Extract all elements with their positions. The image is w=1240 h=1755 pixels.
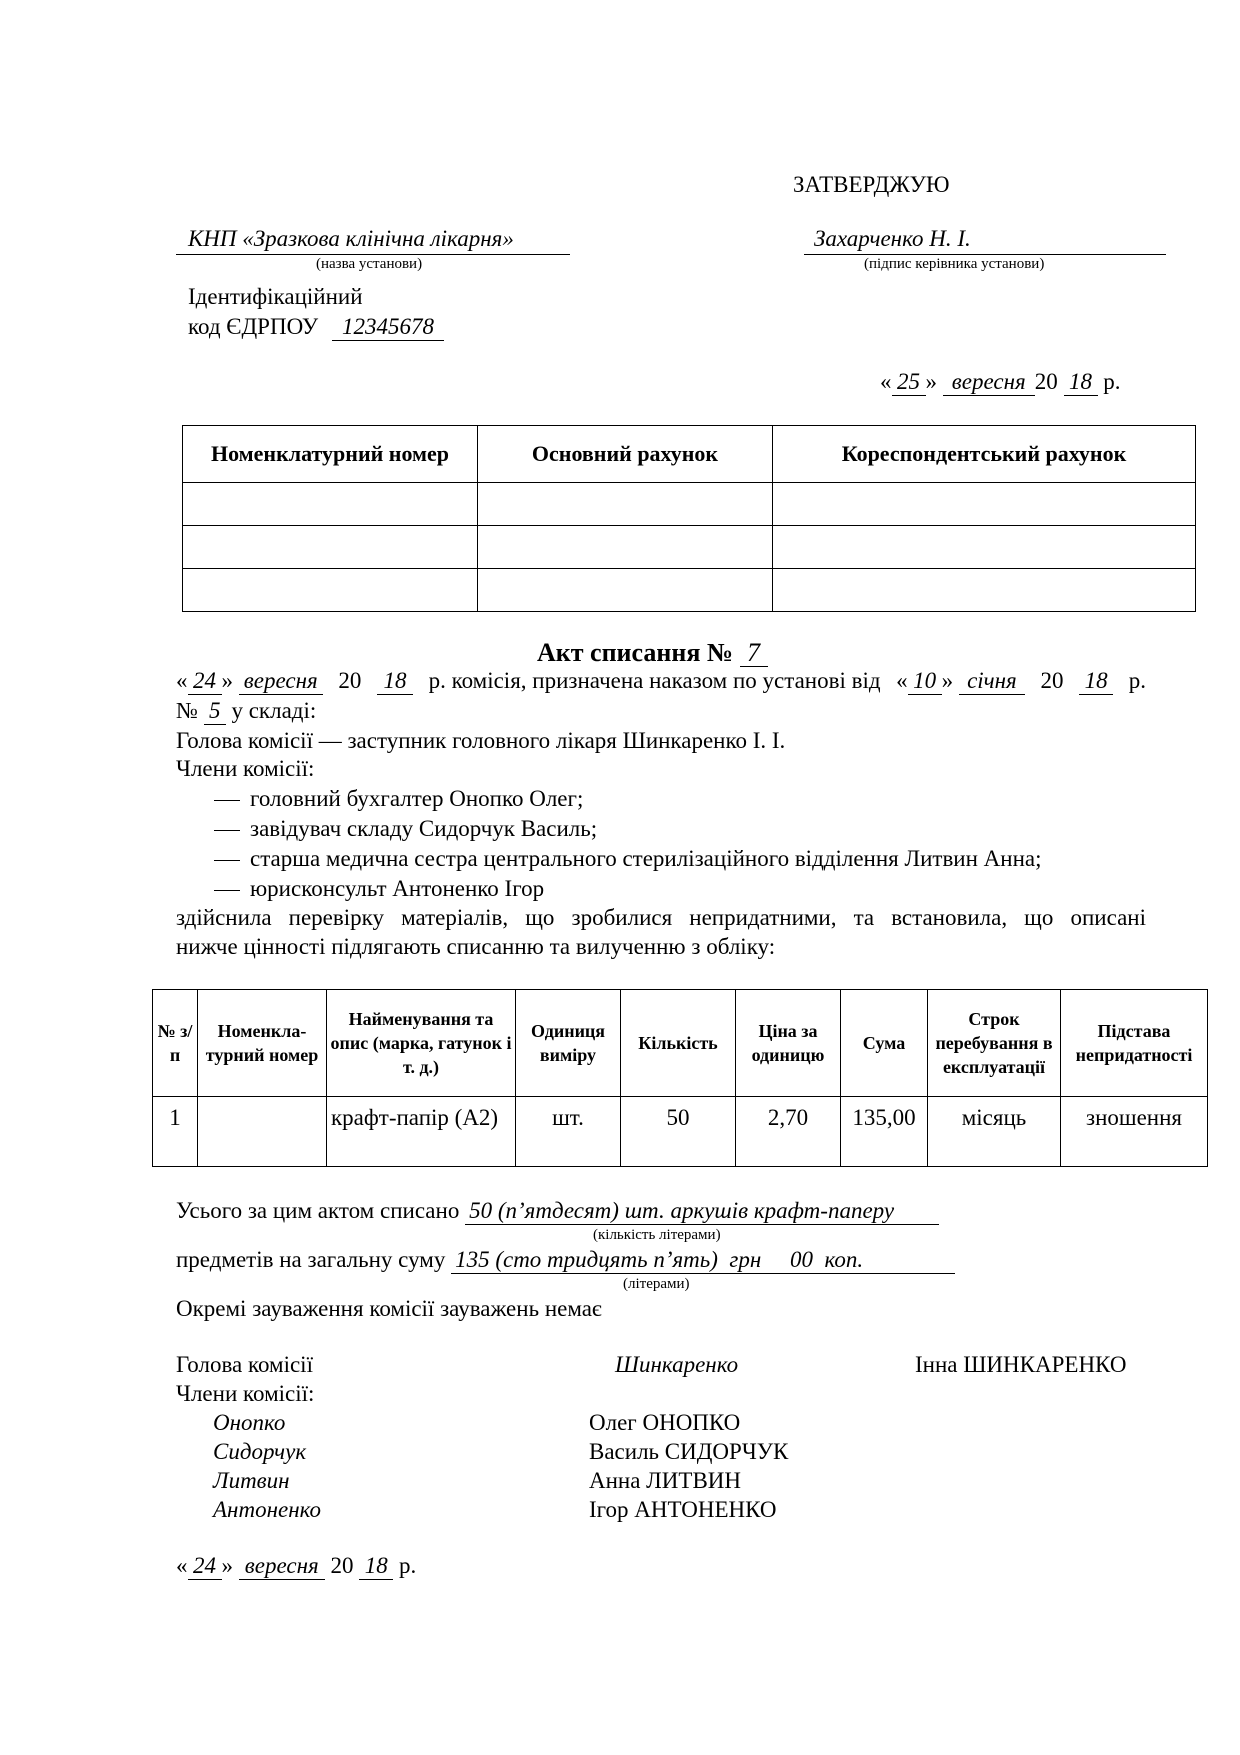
accounts-cell [183,483,478,526]
institution-underline [176,254,570,255]
items-header-name: Найменування та опис (марка, гатунок і т. д.) [327,990,516,1097]
member-text: головний бухгалтер Онопко Олег; [250,786,584,811]
act-year: 18 [377,668,413,695]
sum-label: предметів на загальну суму [176,1247,446,1272]
order-year: 18 [1079,668,1113,695]
edrpou-value: 12345678 [332,314,444,341]
order-no-label: № [176,698,198,723]
items-cell-unit: шт. [516,1097,621,1167]
accounts-row [183,569,1196,612]
accounts-row [183,483,1196,526]
member-name: Олег ОНОПКО [589,1410,741,1435]
accounts-row [183,526,1196,569]
total-line [176,1198,939,1225]
approval-date: « 25 » вересня 20 18 р. [880,369,1121,394]
member-item [214,786,583,812]
accounts-cell [183,569,478,612]
items-cell-nomenclature [198,1097,327,1167]
member-signature: Литвин [213,1468,290,1493]
sign-members-label: Члени комісії: [176,1381,315,1406]
order-day: 10 [908,668,942,695]
order-number-line [176,698,316,725]
items-header-unit: Одиниця виміру [516,990,621,1097]
items-table [152,989,1208,1167]
approval-date-month: вересня [943,369,1035,396]
approval-date-day: 25 [892,369,926,396]
head-caption: (підпис керівника установи) [864,256,1045,272]
head-signature: Захарченко Н. І. [814,226,971,251]
remarks-line [176,1296,602,1322]
sum-line [176,1247,955,1274]
finding-line-1: здійснила перевірку матеріалів, що зробилися непридатними, та встановила, що описані [176,905,1146,930]
edrpou-label-1: Ідентифікаційний [188,284,363,309]
sign-date-year: 18 [359,1553,393,1580]
member-name: Ігор АНТОНЕНКО [589,1497,777,1522]
member-text: завідувач складу Сидорчук Василь; [250,816,598,841]
remarks-value: зауважень немає [440,1296,602,1321]
act-number: 7 [740,640,768,667]
act-month: вересня [239,668,323,695]
items-cell-service-term: місяць [928,1097,1061,1167]
institution-caption: (назва установи) [316,256,423,272]
sign-chair-name: Інна ШИНКАРЕНКО [915,1352,1127,1377]
member-signature: Антоненко [213,1497,321,1522]
member-item [214,816,597,842]
dash-mark [214,830,240,831]
items-cell-no: 1 [153,1097,198,1167]
accounts-cell [773,569,1196,612]
accounts-cell [478,483,773,526]
sign-date-day: 24 [188,1553,222,1580]
items-header-nomenclature: Номенкла-турний номер [198,990,327,1097]
order-year-prefix: 20 [1040,668,1064,693]
items-header-sum: Сума [841,990,928,1097]
finding-line-2: нижче цінності підлягають списанню та вилученню з обліку: [176,934,776,959]
accounts-header-row [183,426,1196,483]
total-label: Усього за цим актом списано [176,1198,460,1223]
accounts-cell [478,569,773,612]
approval-title: ЗАТВЕРДЖУЮ [793,172,950,197]
accounts-cell [773,526,1196,569]
act-day: 24 [188,668,222,695]
dash-mark [214,890,240,891]
order-year-suffix: р. [1128,668,1146,693]
members-label: Члени комісії: [176,756,315,781]
approval-date-suffix: р. [1103,369,1121,394]
remarks-label: Окремі зауваження комісії [176,1296,435,1321]
member-name: Василь СИДОРЧУК [589,1439,789,1464]
member-signature: Онопко [213,1410,286,1435]
act-middle-text: р. комісія, призначена наказом по установі від [428,668,881,693]
items-header-quantity: Кількість [621,990,736,1097]
accounts-cell [183,526,478,569]
chair-line: Голова комісії — заступник головного лікаря Шинкаренко І. І. [176,728,786,753]
items-cell-sum: 135,00 [841,1097,928,1167]
act-title-line [537,638,768,668]
total-caption: (кількість літерами) [593,1227,721,1243]
accounts-header-corr: Кореспондентський рахунок [773,426,1196,483]
accounts-header-main: Основний рахунок [478,426,773,483]
sign-chair-label: Голова комісії [176,1352,313,1377]
dash-mark [214,860,240,861]
items-header-row [153,990,1208,1097]
items-header-service-term: Строк перебування в експлуатації [928,990,1061,1097]
act-date-line: « 24 » вересня 20 18 р. комісія, призначена наказом по установі від « 10 » січня 20 18 р. [176,668,1146,693]
sign-chair-signature: Шинкаренко [615,1352,739,1377]
sign-date-year-prefix: 20 [330,1553,354,1578]
member-name: Анна ЛИТВИН [589,1468,742,1493]
member-text: юрисконсульт Антоненко Ігор [250,876,545,901]
sign-date-month: вересня [239,1553,325,1580]
items-cell-reason: зношення [1061,1097,1208,1167]
edrpou-label-2: код ЄДРПОУ [188,314,319,339]
edrpou-code-line [188,314,444,341]
table-row [153,1097,1208,1167]
approval-date-year-prefix: 20 [1034,369,1058,394]
sum-caption: (літерами) [623,1276,690,1292]
act-title: Акт списання № [537,638,734,667]
sum-value: 135 (сто тридцять п’ять) грн 00 коп. [451,1247,955,1274]
accounts-cell [478,526,773,569]
composition-label: у складі: [231,698,317,723]
items-header-price: Ціна за одиницю [736,990,841,1097]
items-cell-name: крафт-папір (А2) [327,1097,516,1167]
member-item [214,876,544,902]
items-cell-price: 2,70 [736,1097,841,1167]
sign-date: « 24 » вересня 20 18 р. [176,1553,417,1578]
dash-mark [214,800,240,801]
act-year-prefix: 20 [338,668,362,693]
order-no: 5 [204,698,226,725]
head-underline [804,254,1166,255]
member-text: старша медична сестра центрального стерилізаційного відділення Литвин Анна; [250,846,1042,871]
institution-name: КНП «Зразкова клінічна лікарня» [188,226,514,251]
sign-date-suffix: р. [399,1553,417,1578]
items-header-no: № з/п [153,990,198,1097]
member-signature: Сидорчук [213,1439,307,1464]
approval-date-year: 18 [1064,369,1098,396]
accounts-table [182,425,1196,612]
member-item [214,846,1042,872]
accounts-cell [773,483,1196,526]
accounts-header-nomenclature: Номенклатурний номер [183,426,478,483]
total-value: 50 (п’ятдесят) шт. аркушів крафт-паперу [465,1198,939,1225]
items-header-reason: Підстава непридатності [1061,990,1208,1097]
items-cell-quantity: 50 [621,1097,736,1167]
order-month: січня [959,668,1025,695]
